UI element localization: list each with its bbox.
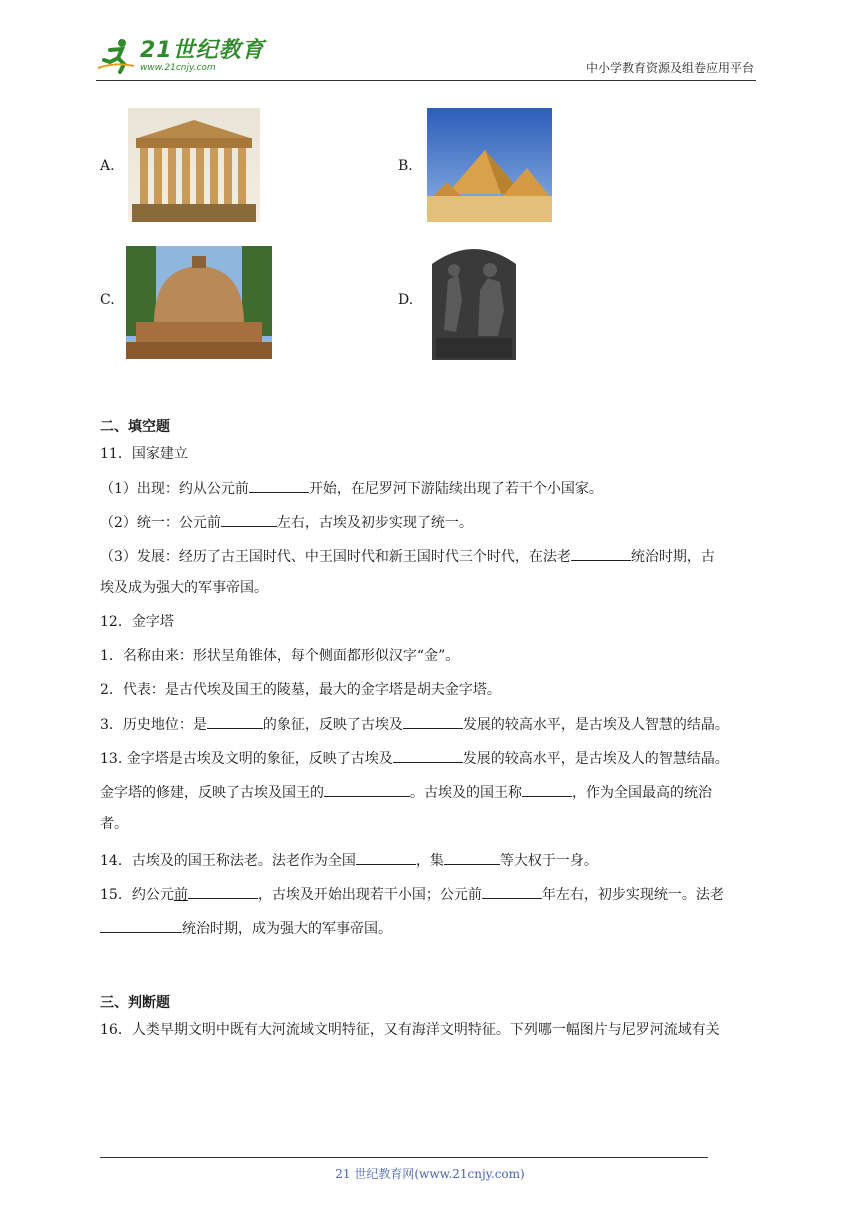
q13-line-1: 13. 金字塔是古埃及文明的象征，反映了古埃及 发展的较高水平，是古埃及人的智慧结晶。 <box>100 748 760 769</box>
answer-blank[interactable] <box>393 748 463 763</box>
answer-blank[interactable] <box>221 512 277 527</box>
q12-title: 12．金字塔 <box>100 614 174 630</box>
page-footer: 21 世纪教育网(www.21cnjy.com) <box>335 1167 525 1181</box>
footer-divider <box>100 1157 708 1158</box>
q11-line-3: （3）发展：经历了古王国时代、中王国时代和新王国时代三个时代，在法老 统治时期，古 <box>100 546 760 567</box>
answer-blank[interactable] <box>249 478 309 493</box>
answer-blank[interactable] <box>207 714 263 729</box>
logo-url: www.21cnjy.com <box>140 63 216 73</box>
q11-title: 11．国家建立 <box>100 446 188 462</box>
pyramids-image <box>427 108 552 222</box>
q11-line-2: （2）统一：公元前 左右，古埃及初步实现了统一。 <box>100 512 760 533</box>
answer-blank[interactable] <box>403 714 463 729</box>
header-tagline: 中小学教育资源及组卷应用平台 <box>585 61 754 75</box>
section-heading-judge: 三、判断题 <box>100 995 170 1011</box>
q12-line-3: 3．历史地位：是 的象征，反映了古埃及 发展的较高水平，是古埃及人智慧的结晶。 <box>100 714 760 735</box>
logo-title: 21世纪教育 <box>140 38 265 63</box>
q16-line: 16．人类早期文明中既有大河流域文明特征，又有海洋文明特征。下列哪一幅图片与尼罗河流域有关 <box>100 1022 720 1038</box>
site-logo <box>96 34 265 78</box>
runner-logo-icon <box>96 36 136 76</box>
answer-blank[interactable] <box>444 850 500 865</box>
answer-blank[interactable] <box>522 782 572 797</box>
q11-line-3-cont: 埃及成为强大的军事帝国。 <box>100 580 268 596</box>
answer-blank[interactable] <box>571 546 631 561</box>
q13-line-3: 者。 <box>100 816 128 832</box>
answer-blank[interactable] <box>356 850 416 865</box>
section-heading-fill: 二、填空题 <box>100 419 170 435</box>
option-b-label: B. <box>398 158 413 174</box>
parthenon-image <box>128 108 260 222</box>
answer-blank[interactable] <box>188 884 258 899</box>
q11-line-1: （1）出现：约从公元前 开始，在尼罗河下游陆续出现了若干个小国家。 <box>100 478 760 499</box>
hammurabi-stele-image <box>428 240 520 360</box>
q15-line-2: 统治时期，成为强大的军事帝国。 <box>100 918 760 939</box>
q14-line: 14．古埃及的国王称法老。法老作为全国 ，集 等大权于一身。 <box>100 850 760 871</box>
q12-line-2: 2．代表：是古代埃及国王的陵墓，最大的金字塔是胡夫金字塔。 <box>100 682 501 698</box>
option-a-label: A. <box>100 158 115 174</box>
answer-blank[interactable] <box>482 884 542 899</box>
option-d-label: D. <box>398 292 414 308</box>
q15-line-1: 15．约公元前 ，古埃及开始出现若干小国；公元前 年左右，初步实现统一。法老 <box>100 884 760 905</box>
page-header <box>96 32 756 81</box>
stupa-image <box>126 246 272 359</box>
option-c-label: C. <box>100 292 115 308</box>
answer-blank[interactable] <box>100 918 182 933</box>
q13-line-2: 金字塔的修建，反映了古埃及国王的 。古埃及的国王称 ，作为全国最高的统治 <box>100 782 760 803</box>
answer-blank[interactable] <box>324 782 410 797</box>
q12-line-1: 1．名称由来：形状呈角锥体，每个侧面都形似汉字“金”。 <box>100 648 460 664</box>
